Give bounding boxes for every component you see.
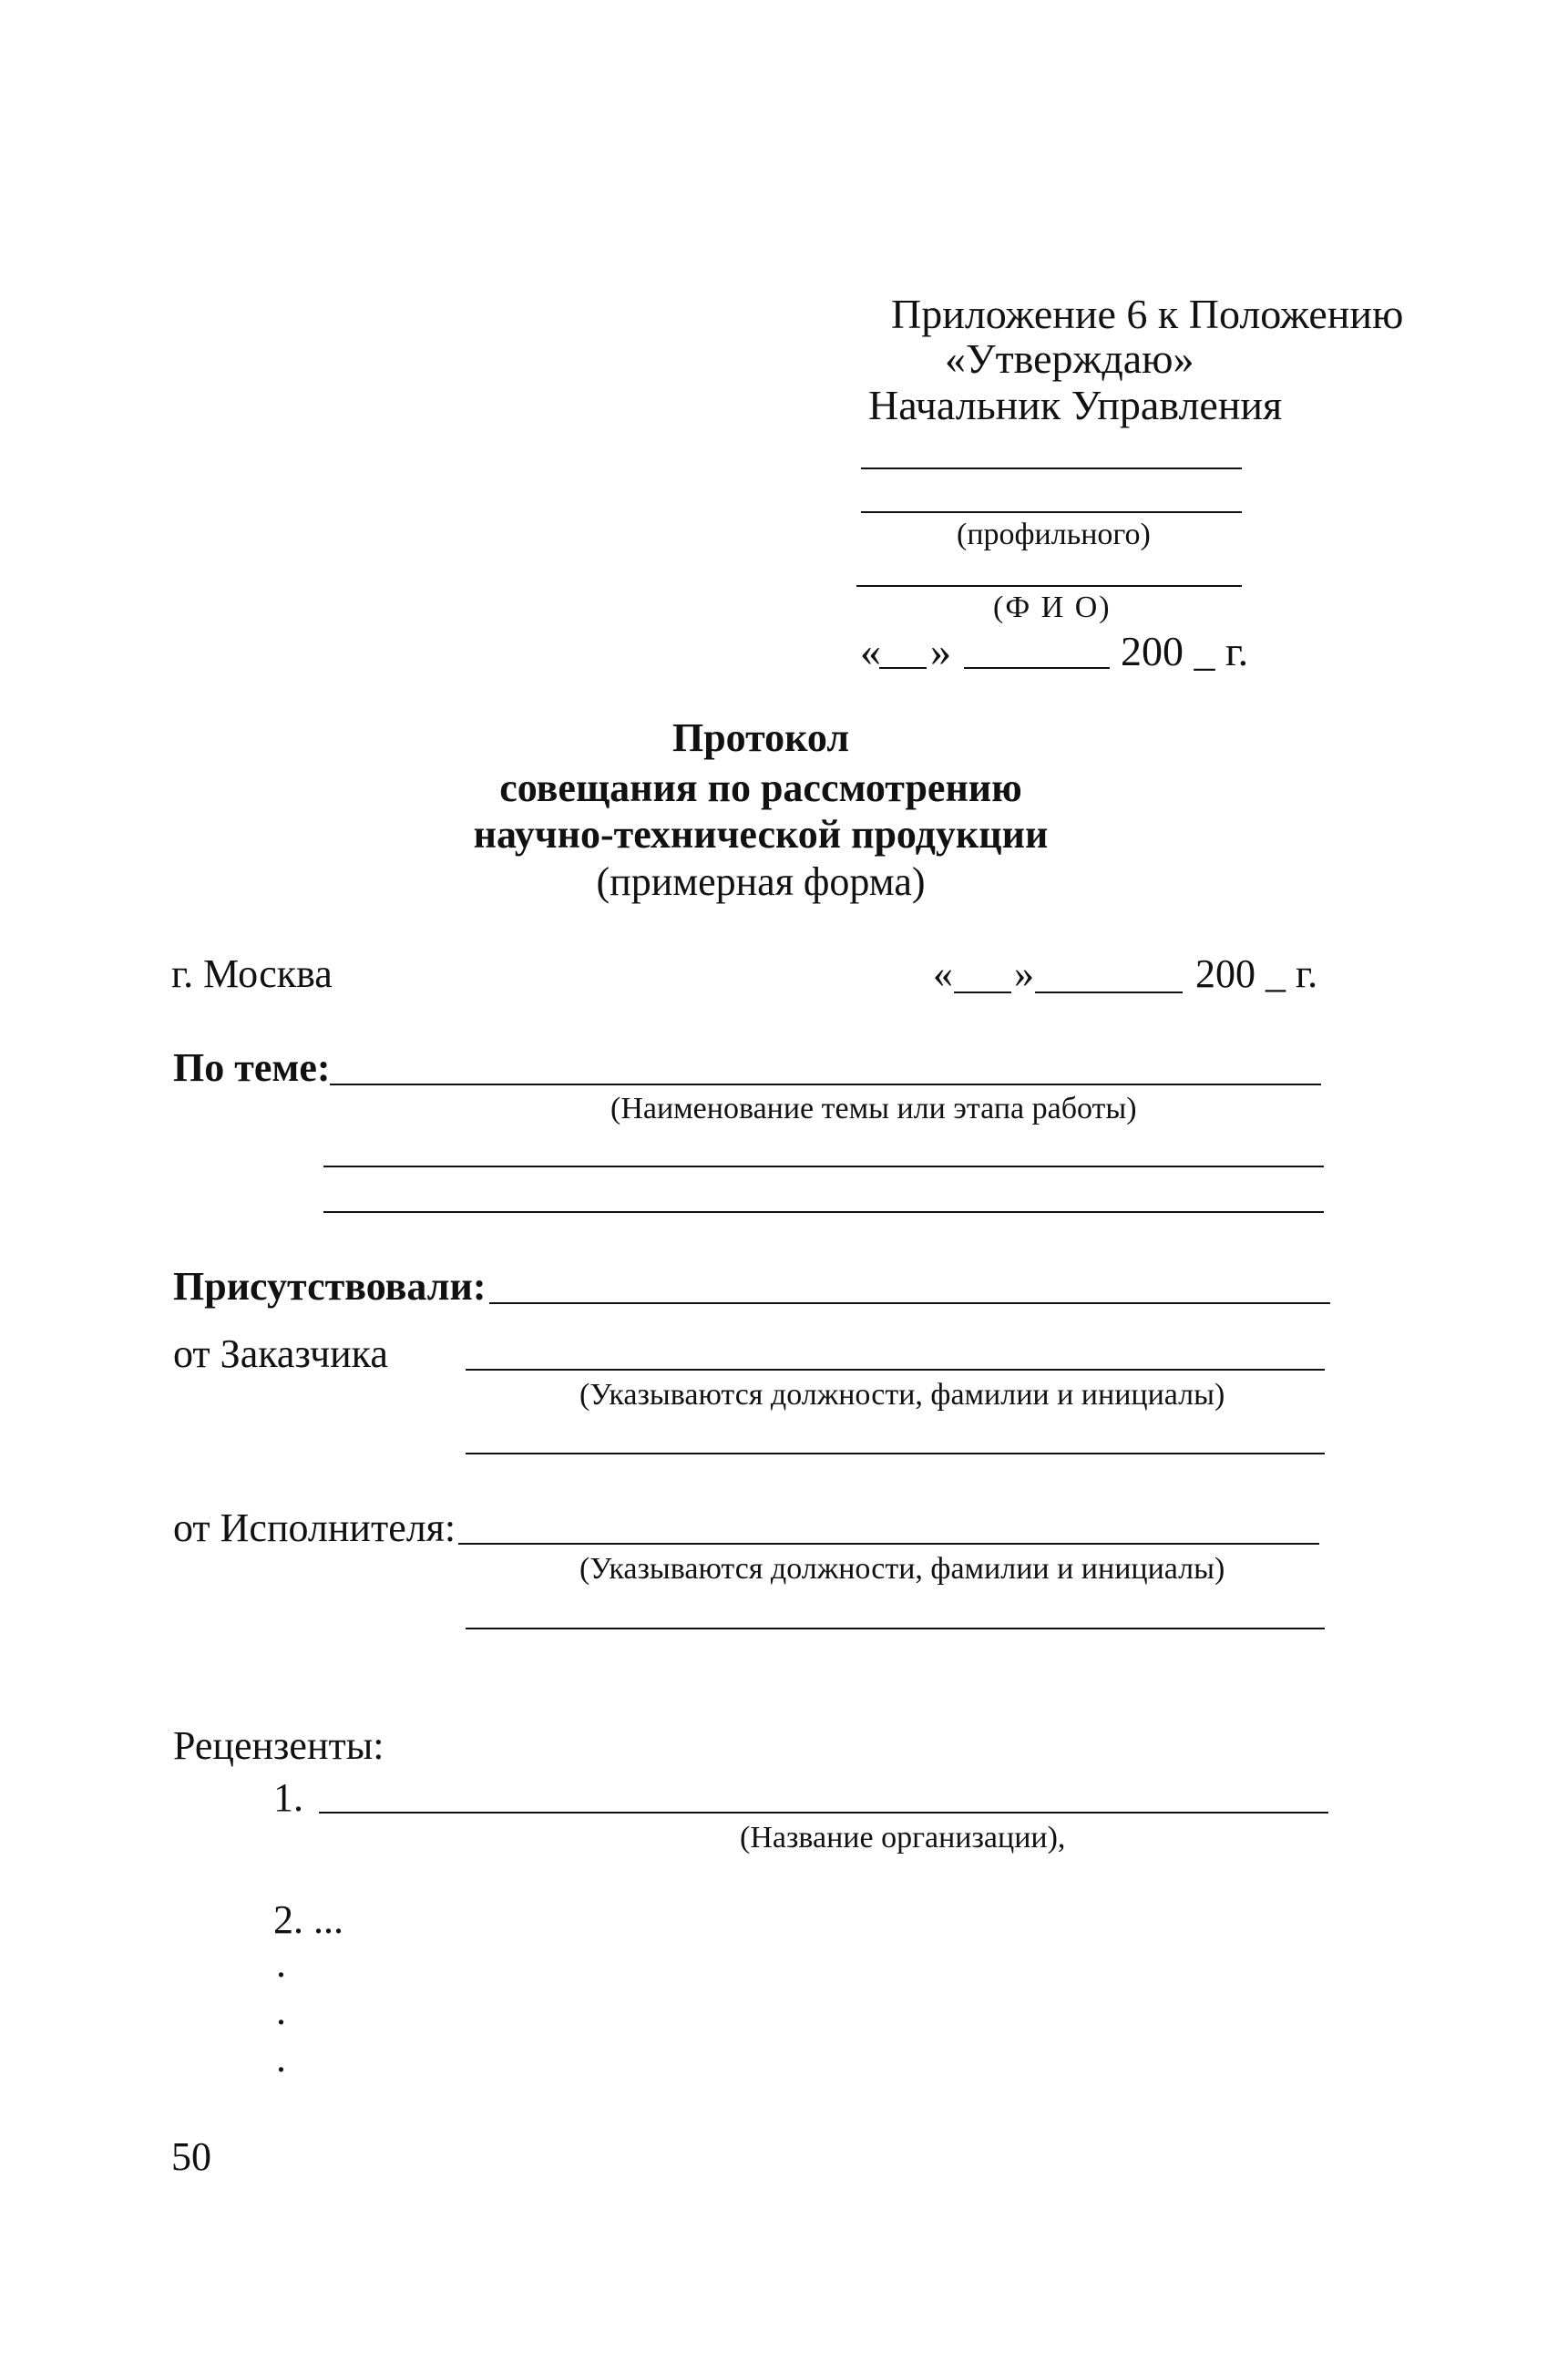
- place-date-close: »: [1014, 951, 1034, 996]
- place-date-open: «: [933, 951, 953, 996]
- approval-month-line: [964, 667, 1110, 669]
- approval-date-open: «: [860, 628, 881, 674]
- place-month-line: [1035, 992, 1183, 993]
- topic-caption: (Наименование темы или этапа работы): [610, 1092, 1137, 1125]
- executor-extra-line: [466, 1628, 1325, 1629]
- customer-extra-line: [466, 1453, 1325, 1454]
- topic-extra-line: [323, 1166, 1324, 1167]
- topic-label: По теме:: [173, 1045, 331, 1090]
- attendees-label: Присутствовали:: [173, 1264, 487, 1309]
- title-line-3: научно-технической продукции: [473, 812, 1049, 857]
- approval-date-year: 200 _ г.: [1121, 628, 1249, 674]
- reviewer-dot: .: [276, 1988, 286, 2033]
- reviewer-1-line: [319, 1812, 1328, 1814]
- customer-line: [466, 1369, 1325, 1371]
- reviewer-dot: .: [276, 1941, 286, 1986]
- approve-text: «Утверждаю»: [945, 335, 1194, 382]
- reviewer-1-caption: (Название организации),: [740, 1821, 1066, 1855]
- city-text: г. Москва: [171, 951, 333, 996]
- reviewer-1-number: 1.: [273, 1775, 303, 1820]
- profile-caption: (профильного): [957, 518, 1151, 551]
- customer-caption: (Указываются должности, фамилии и инициалы): [579, 1378, 1225, 1412]
- executor-line: [458, 1543, 1319, 1545]
- approval-date-close: »: [930, 628, 951, 674]
- approval-day-line: [879, 667, 927, 669]
- title-line-4: (примерная форма): [596, 859, 926, 904]
- reviewer-2-text: 2. ...: [273, 1897, 343, 1942]
- fio-caption: (Ф И О): [993, 591, 1112, 624]
- place-date-year: 200 _ г.: [1195, 951, 1318, 996]
- customer-label: от Заказчика: [173, 1331, 388, 1376]
- place-day-line: [954, 992, 1011, 993]
- attendees-line: [489, 1302, 1330, 1304]
- page-number: 50: [171, 2134, 211, 2179]
- approval-blank-line: [861, 511, 1242, 513]
- topic-extra-line: [323, 1211, 1324, 1213]
- title-line-1: Протокол: [671, 715, 850, 760]
- reviewers-label: Рецензенты:: [173, 1723, 384, 1768]
- appendix-text: Приложение 6 к Положению: [891, 291, 1404, 337]
- title-line-2: совещания по рассмотрению: [499, 765, 1022, 810]
- executor-label: от Исполнителя:: [173, 1505, 456, 1550]
- topic-line: [330, 1084, 1321, 1085]
- head-title: Начальник Управления: [868, 382, 1283, 428]
- reviewer-dot: .: [276, 2036, 286, 2081]
- approval-fio-line: [856, 585, 1242, 587]
- approval-blank-line: [861, 468, 1242, 469]
- executor-caption: (Указываются должности, фамилии и инициалы): [579, 1552, 1225, 1586]
